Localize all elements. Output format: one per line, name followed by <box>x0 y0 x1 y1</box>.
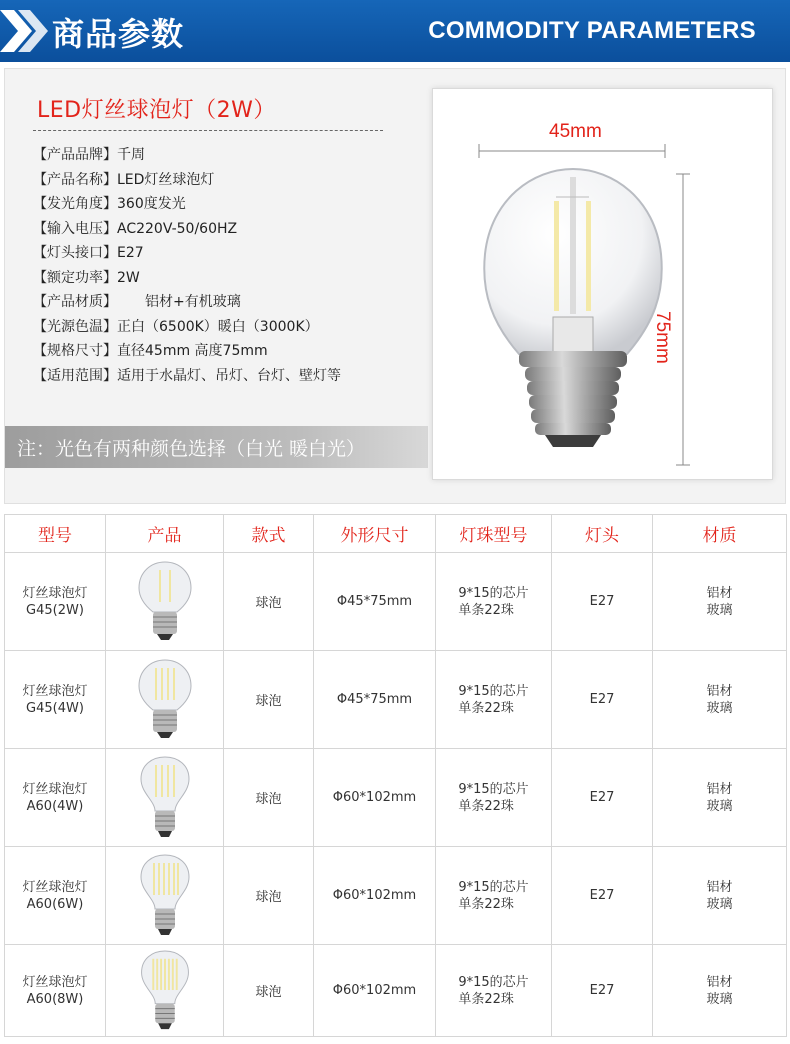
chip-cell <box>436 749 552 847</box>
spec-item <box>33 266 341 291</box>
model-code: A60(6W) <box>26 896 84 912</box>
model-code: G45(4W) <box>26 700 84 716</box>
material-1: 铝材 <box>706 585 733 601</box>
spec-item <box>33 168 341 193</box>
material-cell <box>653 553 787 651</box>
bulb-thumbnail <box>135 560 195 644</box>
chip-type: 9*15的芯片 <box>458 974 529 990</box>
chip-cell <box>436 847 552 945</box>
model-cell <box>5 749 106 847</box>
model-name: 灯丝球泡灯 <box>22 585 88 601</box>
header-model: 型号 <box>5 515 106 553</box>
material-cell <box>653 651 787 749</box>
spec-value: LED灯丝球泡灯 <box>117 171 215 188</box>
bulb-image <box>433 89 774 481</box>
model-code: G45(2W) <box>26 602 84 618</box>
material-1: 铝材 <box>706 974 733 990</box>
material-2: 玻璃 <box>706 602 733 618</box>
chip-count: 单条22珠 <box>458 896 514 912</box>
size-cell: Φ60*102mm <box>314 749 436 847</box>
material-1: 铝材 <box>706 781 733 797</box>
model-name: 灯丝球泡灯 <box>22 879 88 895</box>
spec-key: 【规格尺寸】 <box>33 343 117 359</box>
product-info-panel <box>4 68 786 504</box>
model-cell <box>5 553 106 651</box>
product-title: LED灯丝球泡灯（2W） <box>37 98 276 123</box>
spec-value: 360度发光 <box>117 196 186 212</box>
spec-key: 【额定功率】 <box>33 269 117 286</box>
banner-title-en: COMMODITY PARAMETERS <box>428 17 756 44</box>
chip-count: 单条22珠 <box>458 602 514 618</box>
base-cell: E27 <box>552 847 653 945</box>
double-chevron-icon <box>0 0 50 62</box>
material-2: 玻璃 <box>706 700 733 716</box>
chip-count: 单条22珠 <box>458 798 514 814</box>
chip-count: 单条22珠 <box>458 700 514 716</box>
material-2: 玻璃 <box>706 896 733 912</box>
style-cell: 球泡 <box>224 749 314 847</box>
size-cell: Φ60*102mm <box>314 945 436 1037</box>
banner-title-cn: 商品参数 <box>52 15 185 53</box>
model-cell <box>5 651 106 749</box>
product-cell <box>106 651 224 749</box>
chip-type: 9*15的芯片 <box>458 781 529 797</box>
base-cell: E27 <box>552 553 653 651</box>
dotted-divider <box>33 130 383 131</box>
product-photo-frame <box>432 88 773 480</box>
style-cell: 球泡 <box>224 553 314 651</box>
model-cell <box>5 945 106 1037</box>
model-name: 灯丝球泡灯 <box>22 781 88 797</box>
header-banner <box>0 0 790 62</box>
model-code: A60(8W) <box>26 991 84 1007</box>
header-material: 材质 <box>653 515 787 553</box>
spec-key: 【光源色温】 <box>33 318 117 335</box>
size-cell: Φ60*102mm <box>314 847 436 945</box>
bulb-thumbnail <box>135 658 195 742</box>
material-2: 玻璃 <box>706 798 733 814</box>
product-cell <box>106 847 224 945</box>
spec-list <box>33 143 341 388</box>
size-cell: Φ45*75mm <box>314 651 436 749</box>
chip-type: 9*15的芯片 <box>458 879 529 895</box>
model-cell <box>5 847 106 945</box>
product-cell <box>106 749 224 847</box>
table-row <box>5 847 787 945</box>
chip-count: 单条22珠 <box>458 991 514 1007</box>
material-2: 玻璃 <box>706 991 733 1007</box>
model-name: 灯丝球泡灯 <box>22 974 88 990</box>
material-1: 铝材 <box>706 879 733 895</box>
width-dimension-label: 45mm <box>549 121 602 142</box>
bulb-thumbnail <box>135 853 195 939</box>
header-style: 款式 <box>224 515 314 553</box>
spec-value: 2W <box>117 269 140 286</box>
spec-key: 【灯头接口】 <box>33 245 117 261</box>
spec-item <box>33 192 341 217</box>
spec-item <box>33 143 341 168</box>
chip-cell <box>436 651 552 749</box>
spec-item <box>33 364 341 389</box>
bulb-thumbnail <box>135 755 195 841</box>
table-row <box>5 749 787 847</box>
style-cell: 球泡 <box>224 945 314 1037</box>
spec-key: 【产品品牌】 <box>33 147 117 163</box>
chip-cell <box>436 945 552 1037</box>
chip-type: 9*15的芯片 <box>458 683 529 699</box>
spec-key: 【产品材质】 <box>33 294 117 310</box>
header-chip: 灯珠型号 <box>436 515 552 553</box>
spec-value: 千周 <box>117 147 145 163</box>
spec-value: 正白（6500K）暖白（3000K） <box>117 318 319 335</box>
product-cell <box>106 553 224 651</box>
model-table <box>4 514 787 1037</box>
spec-key: 【产品名称】 <box>33 171 117 188</box>
spec-value: 适用于水晶灯、吊灯、台灯、壁灯等 <box>117 367 341 384</box>
spec-key: 【输入电压】 <box>33 220 117 237</box>
base-cell: E27 <box>552 651 653 749</box>
spec-item <box>33 241 341 266</box>
table-header-row <box>5 515 787 553</box>
header-base: 灯头 <box>552 515 653 553</box>
size-cell: Φ45*75mm <box>314 553 436 651</box>
spec-value: AC220V-50/60HZ <box>117 220 238 237</box>
model-code: A60(4W) <box>26 798 84 814</box>
base-cell: E27 <box>552 945 653 1037</box>
header-product: 产品 <box>106 515 224 553</box>
material-cell <box>653 749 787 847</box>
color-note: 注：光色有两种颜色选择（白光 暖白光） <box>17 438 366 460</box>
table-row <box>5 651 787 749</box>
header-size: 外形尺寸 <box>314 515 436 553</box>
model-name: 灯丝球泡灯 <box>22 683 88 699</box>
spec-key: 【发光角度】 <box>33 196 117 212</box>
material-cell <box>653 847 787 945</box>
material-cell <box>653 945 787 1037</box>
style-cell: 球泡 <box>224 847 314 945</box>
spec-item <box>33 315 341 340</box>
material-1: 铝材 <box>706 683 733 699</box>
spec-item <box>33 217 341 242</box>
spec-value: 铝材+有机玻璃 <box>117 294 241 310</box>
chip-type: 9*15的芯片 <box>458 585 529 601</box>
bulb-thumbnail <box>135 949 195 1033</box>
style-cell: 球泡 <box>224 651 314 749</box>
table-row <box>5 553 787 651</box>
chip-cell <box>436 553 552 651</box>
product-cell <box>106 945 224 1037</box>
table-row <box>5 945 787 1037</box>
spec-value: 直径45mm 高度75mm <box>117 343 268 359</box>
spec-value: E27 <box>117 245 144 261</box>
color-note-bar <box>5 426 428 468</box>
base-cell: E27 <box>552 749 653 847</box>
spec-key: 【适用范围】 <box>33 367 117 384</box>
spec-item <box>33 290 341 315</box>
spec-item <box>33 339 341 364</box>
height-dimension-label: 75mm <box>652 311 673 364</box>
